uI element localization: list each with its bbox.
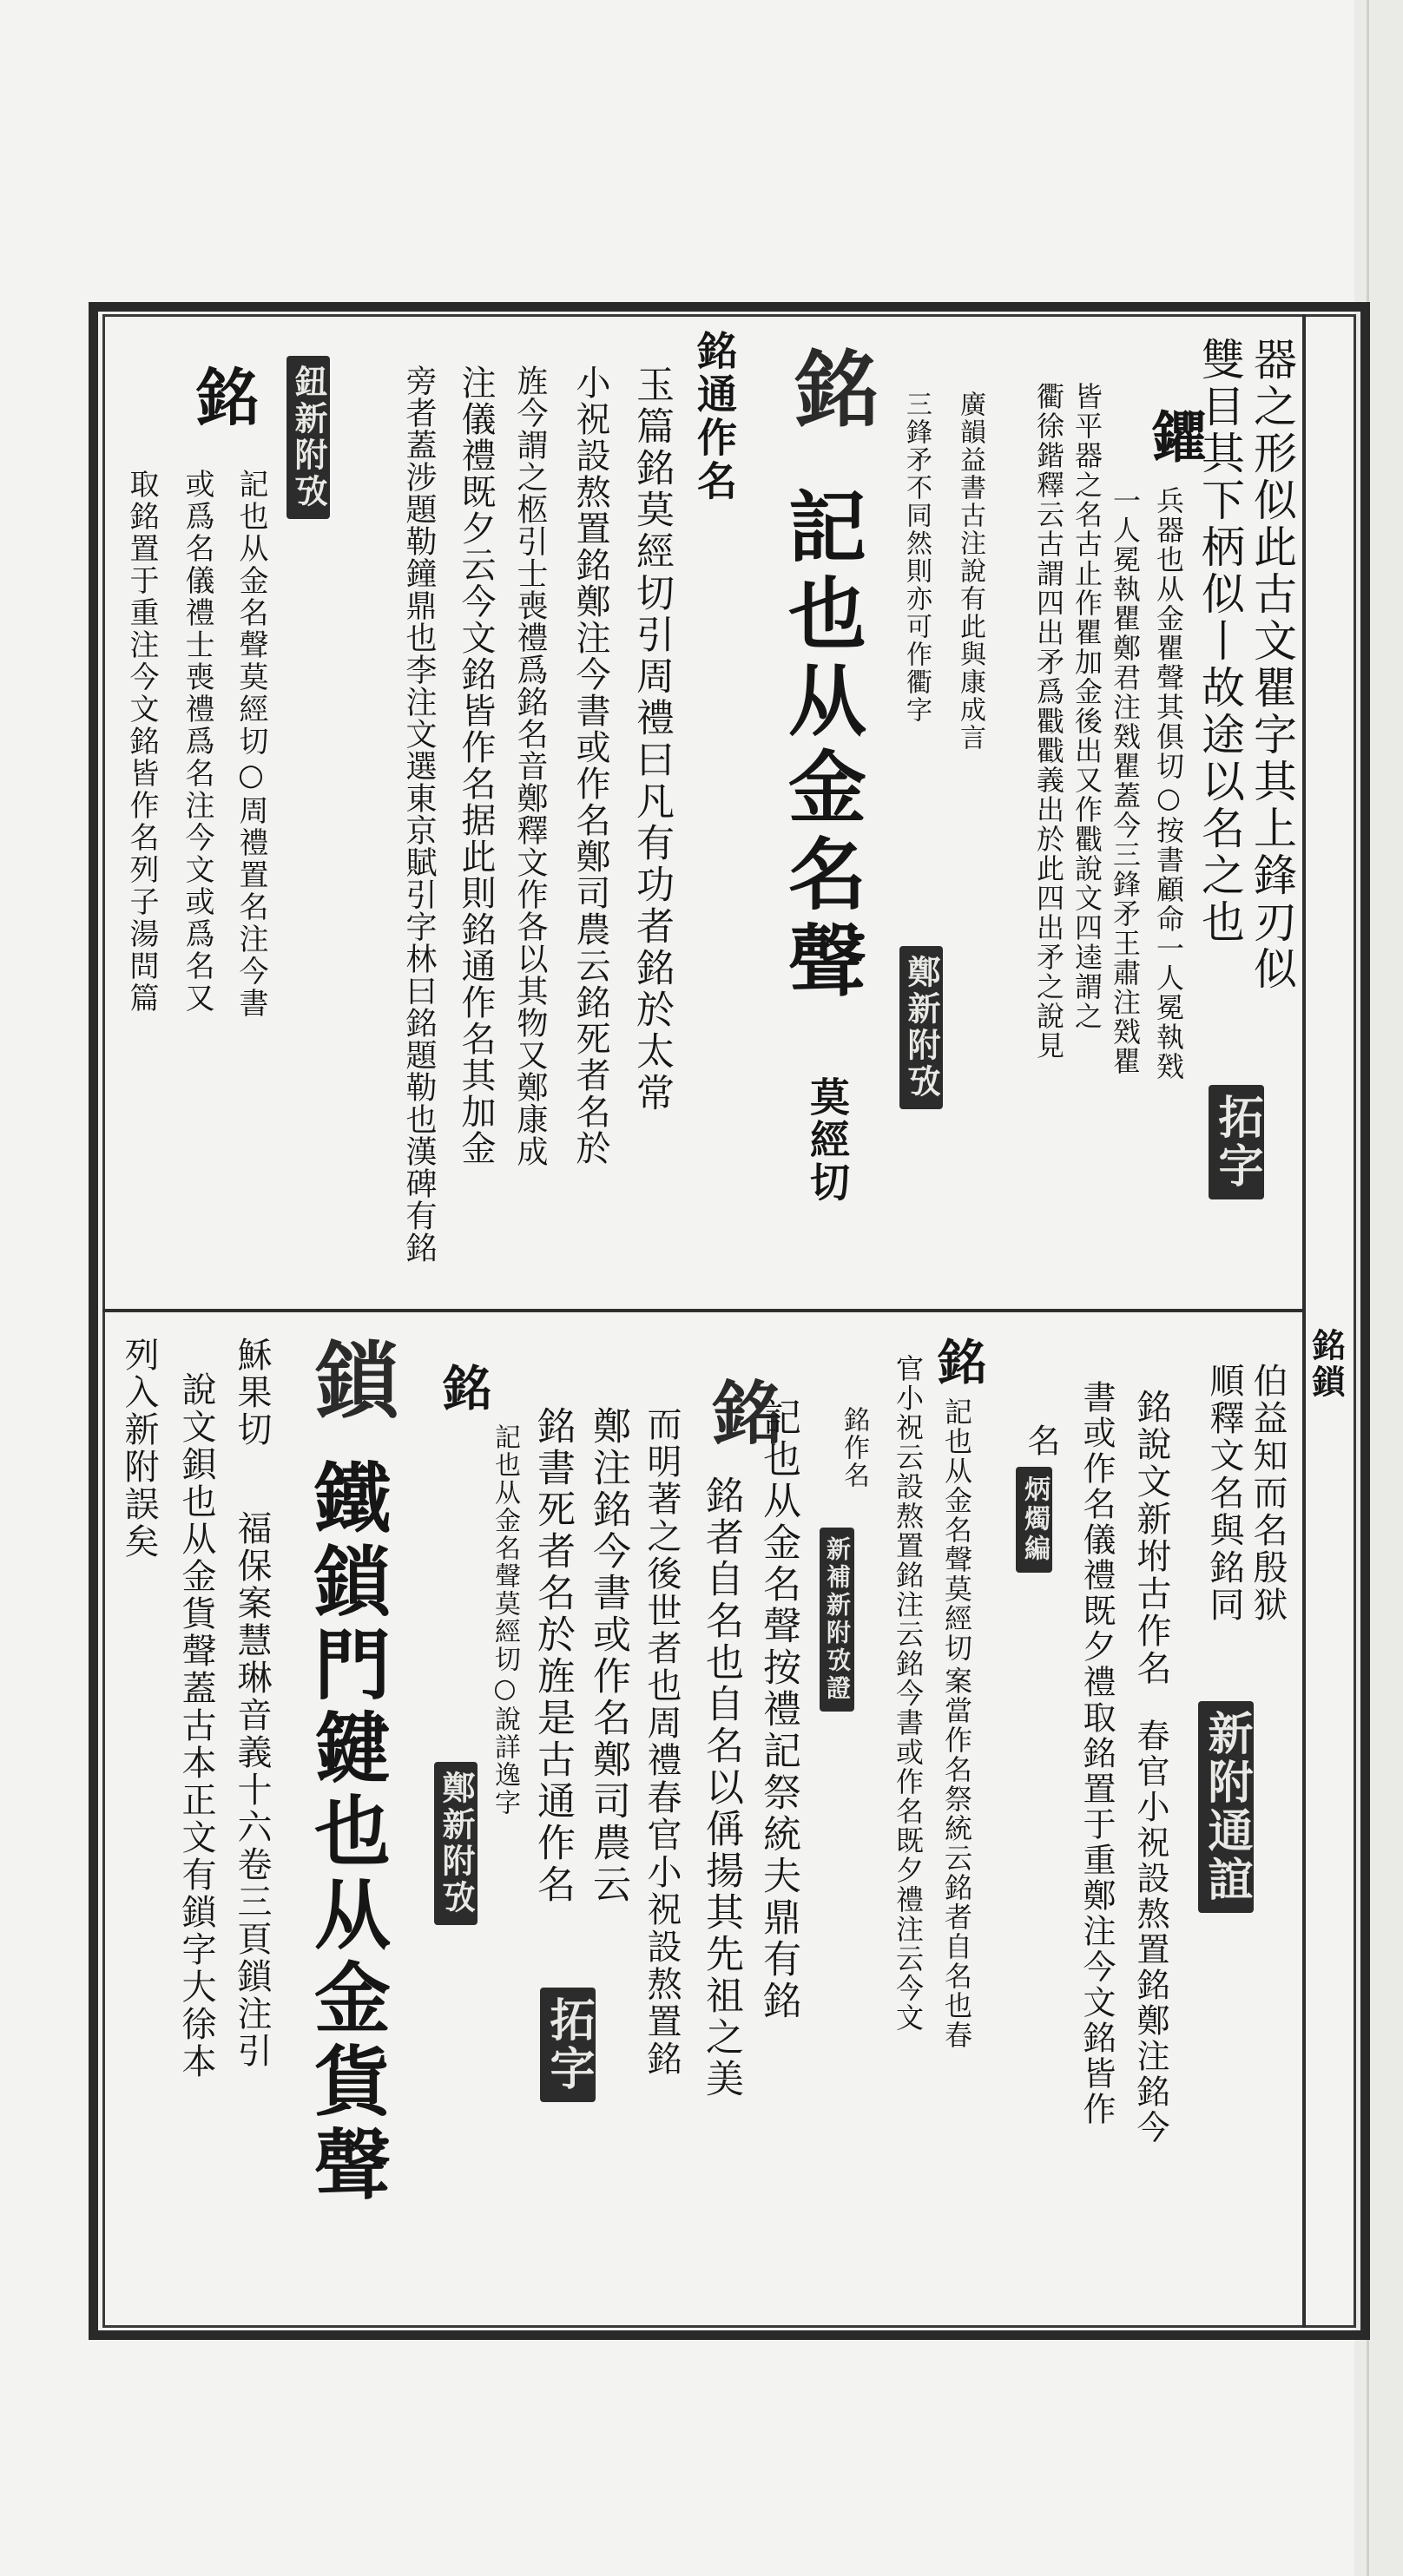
entry-heading: 銘 — [930, 1337, 987, 1390]
text-column: 書或作名儀禮既夕禮取銘置于重鄭注今文銘皆作 — [1077, 1380, 1116, 2127]
entry-definition: 鐵鎖門鍵也从金貨聲 — [302, 1458, 392, 2208]
text-column: 記也从金名聲莫經切○說詳逸字 — [490, 1423, 520, 1817]
text-column: 穌果切 — [232, 1337, 272, 1449]
text-column: 銘者自名也自名以偁揚其先祖之美 — [699, 1475, 743, 2100]
text-column: 衢徐鍇釋云古謂四出矛爲戵戵義出於此四出矛之說見 — [1032, 382, 1065, 1061]
text-column: 列入新附誤矣 — [119, 1337, 159, 1561]
margin-divider — [1302, 314, 1306, 2328]
entry-fanqie: 莫經切 — [804, 1076, 851, 1204]
text-column: 兵器也从金瞿聲其俱切○按書顧命一人冕執戣 — [1152, 486, 1185, 1081]
text-column: 案當作名祭統云銘者自名也春 — [940, 1666, 973, 2050]
text-column: 記也从金名聲莫經切 — [940, 1397, 973, 1663]
text-column: 注儀禮既夕云今文銘皆作名据此則銘通作名其加金 — [456, 365, 496, 1166]
entry-definition: 記也从金名聲 — [774, 486, 866, 1007]
entry-heading: 鑺 — [1142, 408, 1207, 469]
text-column: 福保案慧琳音義十六卷三頁鎖注引 — [232, 1510, 272, 2070]
text-column: 雙目其下柄似丨故途以名之也 — [1195, 337, 1245, 946]
entry-heading: 銘 — [186, 365, 260, 432]
text-column: 鄭注銘今書或作名鄭司農云 — [586, 1406, 630, 1906]
text-column: 春官小祝設熬置銘鄭注銘今 — [1131, 1718, 1169, 2146]
margin-tab-label: 銘鎖 — [1307, 1328, 1346, 1401]
section-divider — [102, 1309, 1306, 1312]
text-column: 旌今謂之柩引士喪禮爲銘名音鄭釋文作各以其物又鄭康成 — [512, 365, 548, 1167]
stamp-bingzhu: 炳燭編 — [1016, 1467, 1052, 1573]
text-column: 順釋文名與銘同 — [1204, 1363, 1244, 1624]
text-column: 銘說文新坿古作名 — [1131, 1389, 1171, 1687]
text-column: 器之形似此古文瞿字其上鋒刃似 — [1247, 337, 1297, 993]
text-column: 記也从金名聲按禮記祭統夫鼎有銘 — [756, 1397, 800, 2022]
seal-glyph: 銘 — [701, 1377, 782, 1446]
text-column: 伯益知而名殷狱 — [1248, 1363, 1288, 1624]
text-column: 名 — [1022, 1423, 1060, 1459]
stamp-kuozi: 拓字 — [1209, 1085, 1264, 1199]
seal-glyph: 銘 — [781, 345, 879, 429]
text-column: 旁者蓋涉題勒鐘鼎也李注文選東京賦引字林曰銘題勒也漢碑有銘 — [401, 365, 437, 1264]
text-column: 銘書死者名於旌是古通作名 — [530, 1406, 575, 1906]
text-column: 三鋒矛不同然則亦可作衢字 — [901, 391, 932, 724]
stamp-xinbu: 新補新附攷證 — [820, 1528, 854, 1712]
stamp-niu-xinfu: 鈕新附攷 — [287, 356, 330, 519]
entry-heading: 銘 — [435, 1363, 492, 1416]
stamp-kuozi-bottom: 拓字 — [540, 1988, 596, 2102]
text-column: 說文鋇也从金貨聲蓋古本正文有鎖字大徐本 — [176, 1371, 216, 2080]
text-column: 或爲名儀禮士喪禮爲名注今文或爲名又 — [180, 469, 214, 1015]
text-column: 小祝設熬置銘鄭注今書或作名鄭司農云銘死者名於 — [570, 365, 610, 1166]
text-column: 記也从金名聲莫經切○周禮置名注今書 — [234, 469, 268, 1020]
text-column: 官小祝云設熬置銘注云銘今書或作名既夕禮注云今文 — [892, 1354, 925, 2033]
section-title: 銘通作名 — [691, 330, 738, 503]
text-column: 玉篇銘莫經切引周禮曰凡有功者銘於太常 — [629, 365, 674, 1114]
stamp-xinfu-tongyi: 新附通誼 — [1198, 1701, 1254, 1913]
text-column: 廣韻益書古注說有此與康成言 — [955, 391, 985, 752]
stamp-zheng-xinfu: 鄭新附攷 — [899, 946, 943, 1109]
text-column: 一人冕執瞿鄭君注戣瞿蓋今三鋒矛王肅注戣瞿 — [1109, 486, 1142, 1076]
seal-glyph: 鎖 — [302, 1337, 400, 1420]
stamp-zheng-bottom: 鄭新附攷 — [434, 1762, 478, 1925]
text-column: 取銘置于重注今文銘皆作名列子湯問篇 — [124, 469, 159, 1015]
text-column: 銘作名 — [839, 1406, 869, 1489]
text-column: 而明著之後世者也周禮春官小祝設熬置銘 — [642, 1406, 682, 2078]
text-column: 皆平器之名古止作瞿加金後出又作戵說文四逵謂之 — [1070, 382, 1103, 1031]
